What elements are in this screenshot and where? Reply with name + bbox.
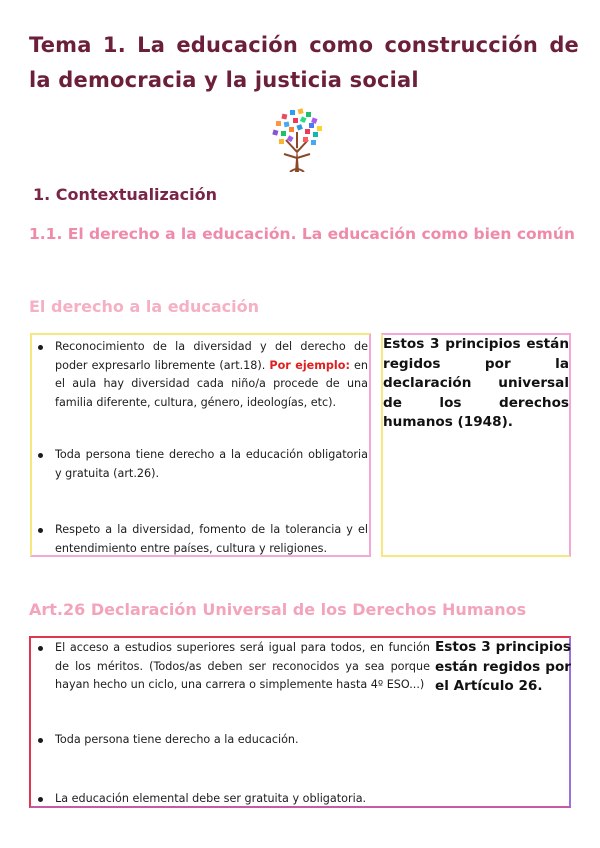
section-heading-derecho-educacion: 1.1. El derecho a la educación. La educación como bien común (29, 225, 575, 243)
list-item: Reconocimiento de la diversidad y del derecho de poder expresarlo libremente (art.18). Por ejemplo: en el aula hay diversidad cada niño/a procede de una familia diferente, cultura, género, ideologías, etc). (33, 338, 368, 412)
example-highlight: Por ejemplo: (269, 358, 350, 372)
page-title: Tema 1. La educación como construcción de la democracia y la justicia social (29, 33, 579, 92)
declaration-note: Estos 3 principios están regidos por la declaración universal de los derechos humanos (1948). (383, 336, 569, 430)
list-item: Toda persona tiene derecho a la educación. (33, 731, 430, 750)
colorful-tree-icon (268, 106, 326, 172)
list-item: La educación elemental debe ser gratuita y obligatoria. (33, 790, 430, 809)
list-item: Toda persona tiene derecho a la educación obligatoria y gratuita (art.26). (33, 446, 368, 483)
subsection-heading-art26: Art.26 Declaración Universal de los Derechos Humanos (29, 600, 527, 619)
list-item: Respeto a la diversidad, fomento de la tolerancia y el entendimiento entre países, cultura y religiones. (33, 521, 368, 558)
list-item: El acceso a estudios superiores será igual para todos, en función de los méritos. (Todos/as deben ser reconocidos ya sea porque hayan hecho un ciclo, una carrera o simplemente hasta 4º ESO...) (33, 639, 430, 695)
art26-note: Estos 3 principios están regidos por el Artículo 26. (435, 639, 571, 694)
subsection-heading-derecho: El derecho a la educación (29, 297, 260, 316)
section-heading-contextualizacion: 1. Contextualización (33, 185, 217, 204)
